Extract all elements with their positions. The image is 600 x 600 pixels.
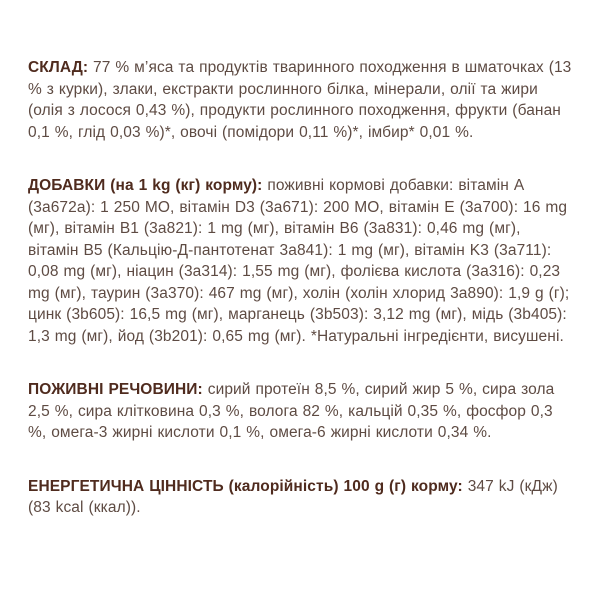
energy-heading: ЕНЕРГЕТИЧНА ЦІННІСТЬ (калорійність) 100 g (г) корму: — [28, 477, 463, 495]
nutrients-body: сирий протеїн 8,5 %, сирий жир 5 %, сира зола 2,5 %, сира клітковина 0,3 %, волога 82 %, кальцій 0,35 %, фосфор 0,3 %, омега-3 жирні кислоти 0,1 %, омега-6 жирні кислоти 0,34 %. — [28, 381, 555, 441]
nutrients-heading: ПОЖИВНІ РЕЧОВИНИ: — [28, 381, 203, 398]
energy-body: 347 kJ (кДж) (83 kcal (ккал)). — [28, 477, 558, 516]
additives-heading: ДОБАВКИ (на 1 kg (кг) корму): — [28, 177, 263, 194]
section-additives — [28, 175, 574, 347]
section-nutrients — [28, 379, 574, 444]
composition-heading: СКЛАД: — [28, 59, 89, 76]
additives-body: поживні кормові добавки: вітамін A (3a672a): 1 250 МО, вітамін D3 (3a671): 200 МО, вітамін E (3a700): 16 mg (мг), вітамін B1 (3a821): 1 mg (мг), вітамін B6 (3a831): 0,46 mg (мг), вітамін B5 (Кальцію-Д-пантотенат 3a841): 1 mg (мг), вітамін K3 (3a711): 0,08 mg (мг), ніацин (3a314): 1,55 mg (мг), фолієва кислота (3a316): 0,23 mg (мг), таурин (3a370): 467 mg (мг), холін (холін хлорид 3a890): 1,9 g (г); цинк (3b605): 16,5 mg (мг), марганець (3b503): 3,12 mg (мг), мідь (3b405): 1,3 mg (мг), йод (3b201): 0,65 mg (мг). *Натуральні інгредієнти, висушені. — [28, 177, 570, 345]
section-composition — [28, 57, 574, 143]
composition-body: 77 % м’яса та продуктів тваринного походження в шматочках (13 % з курки), злаки, екстракти рослинного білка, мінерали, олії та жири (олія з лосося 0,43 %), продукти рослинного походження, фрукти (банан 0,1 %, глід 0,03 %)*, овочі (помідори 0,11 %)*, імбир* 0,01 %. — [28, 59, 572, 141]
section-energy — [28, 476, 574, 519]
